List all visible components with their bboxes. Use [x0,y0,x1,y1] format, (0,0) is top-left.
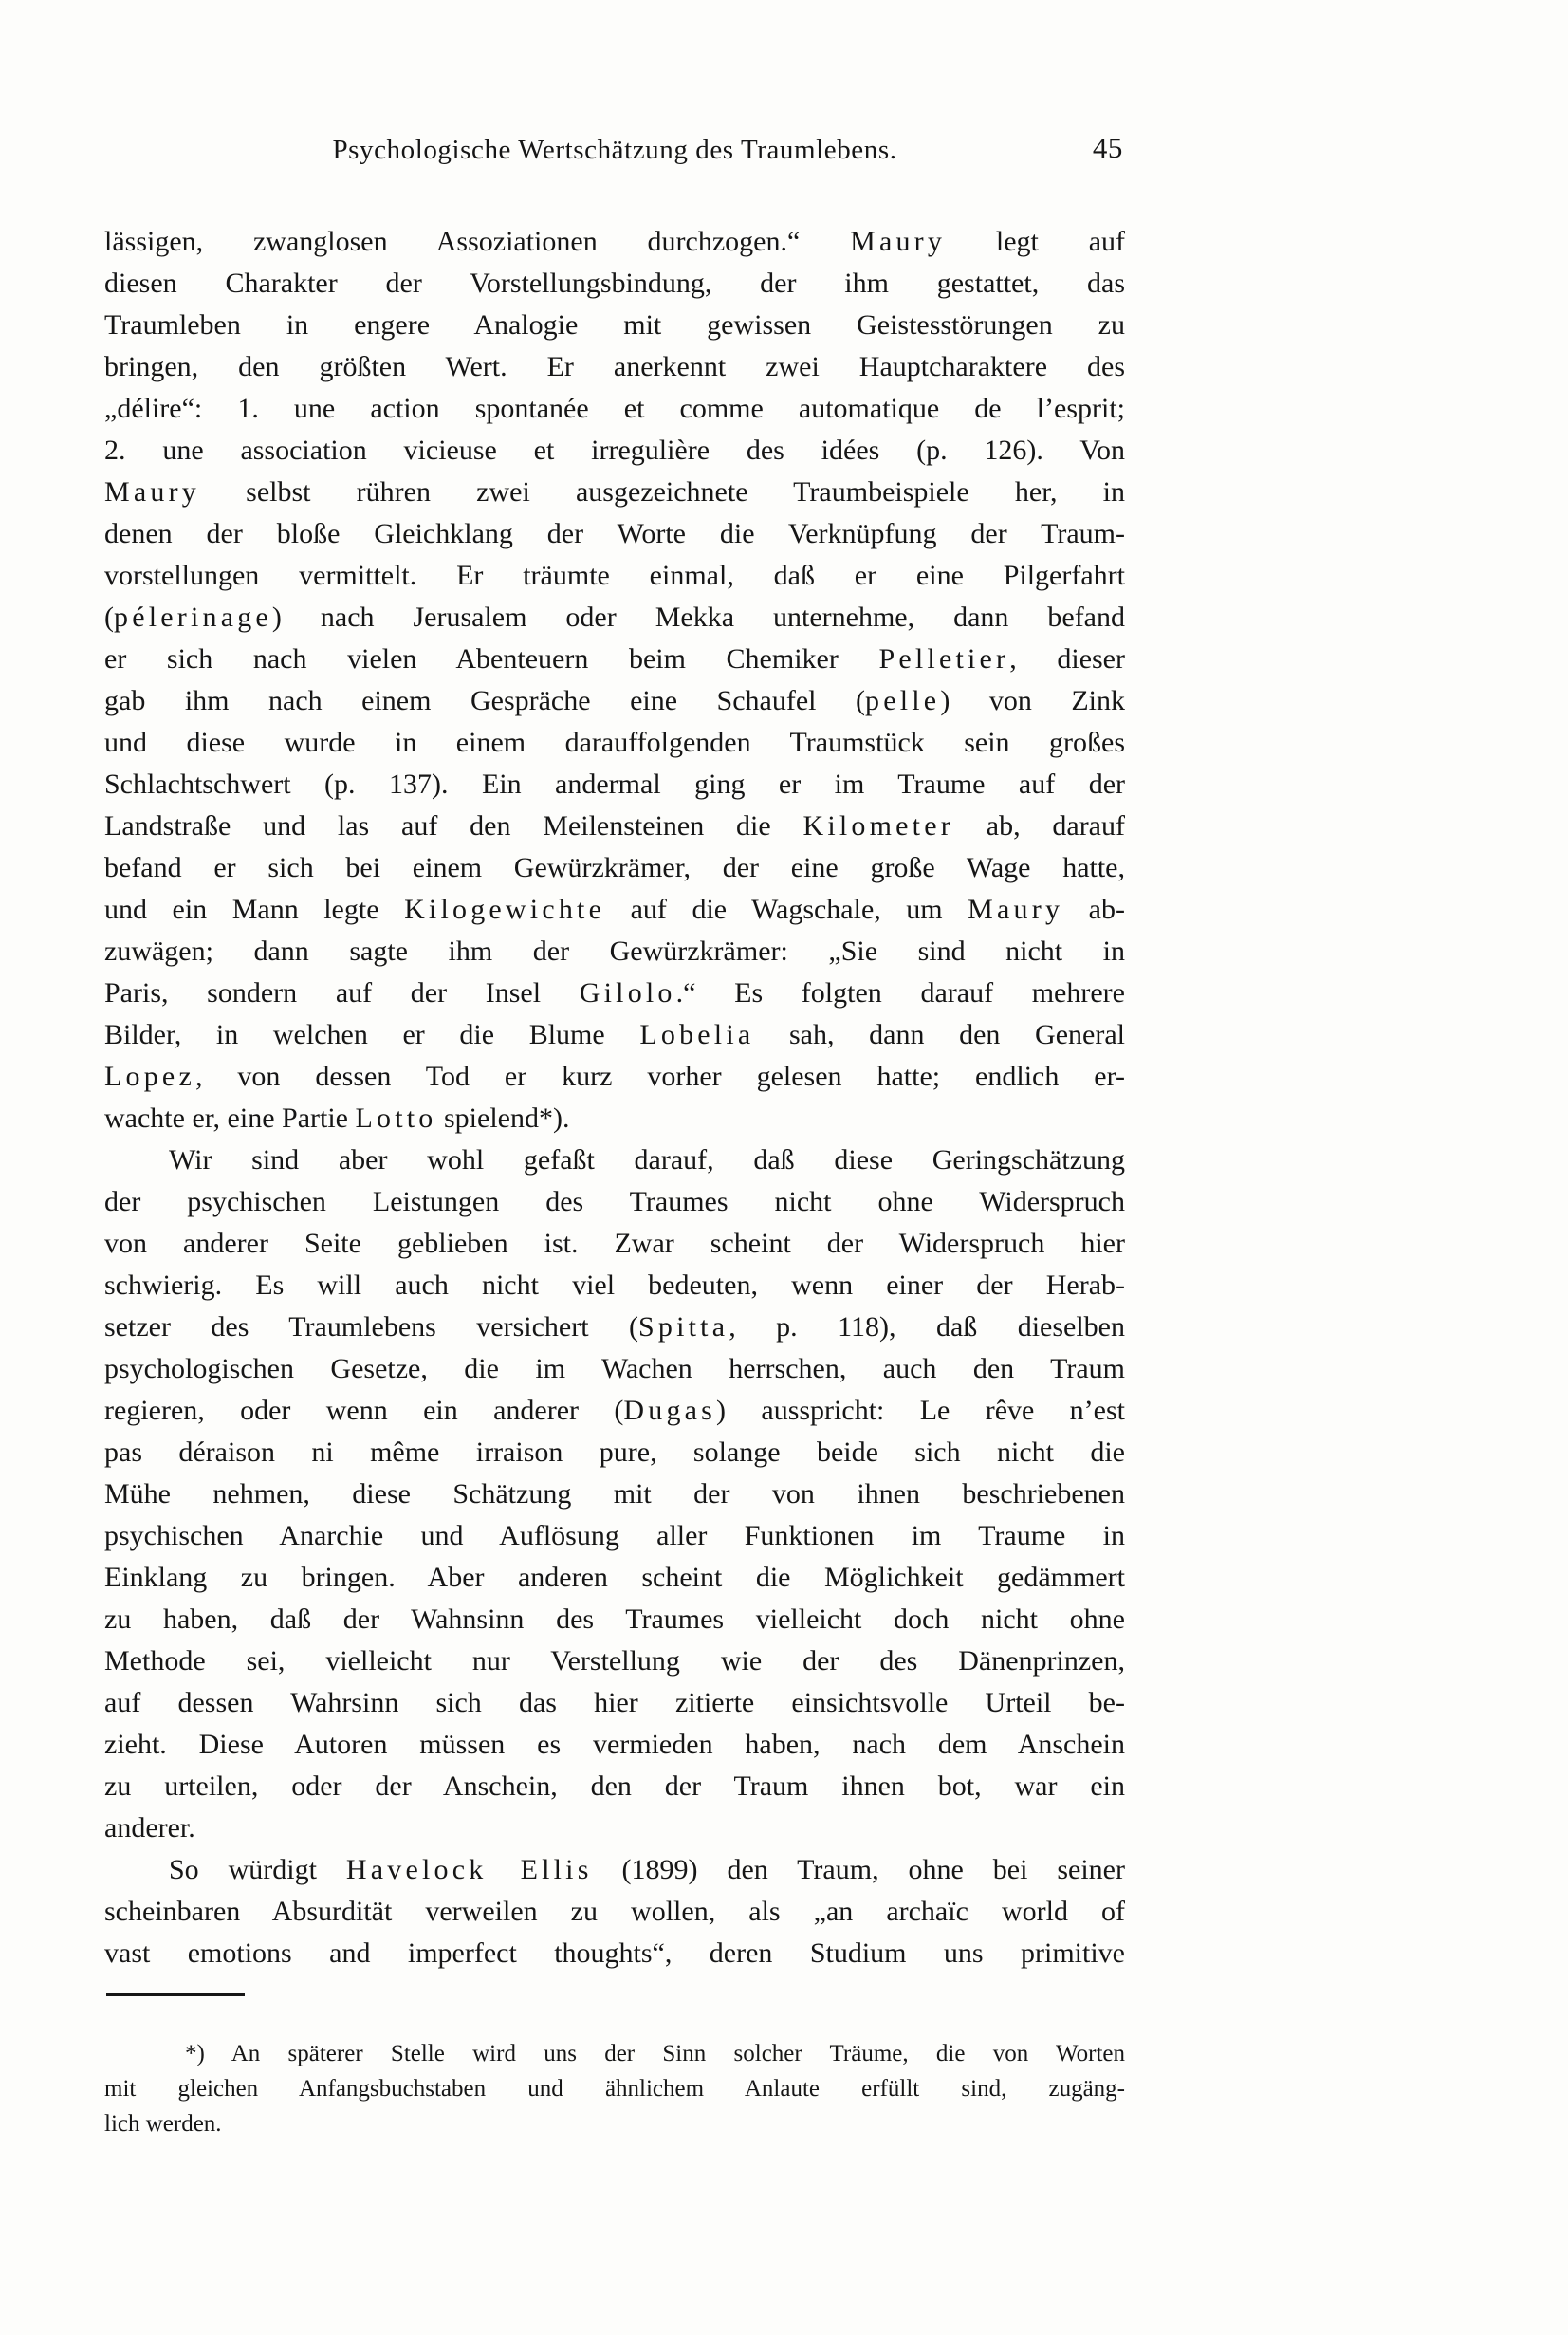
text-line: scheinbaren Absurdität verweilen zu wollen, als „an archaïc world of [104,1896,1125,1927]
spaced-emphasis: Maury [850,226,947,257]
text-line: (pélerinage) nach Jerusalem oder Mekka unternehme, dann befand [104,602,1125,633]
text-line: pas déraison ni même irraison pure, solange beide sich nicht die [104,1436,1125,1468]
running-header [104,133,1125,167]
spaced-emphasis: Maury [968,894,1064,925]
text-line: befand er sich bei einem Gewürzkrämer, der eine große Wage hatte, [104,852,1125,883]
paragraph [104,221,1125,1140]
text-line: gab ihm nach einem Gespräche eine Schaufel (pelle) von Zink [104,685,1126,716]
text-line: vorstellungen vermittelt. Er träumte einmal, daß er eine Pilgerfahrt [104,560,1125,591]
text-line: setzer des Traumlebens versichert (Spitta, p. 118), daß dieselben [104,1311,1125,1343]
running-header-title: Psychologische Wertschätzung des Traumlebens. [332,135,897,165]
text-line: lässigen, zwanglosen Assoziationen durchzogen.“ Maury legt auf [104,226,1125,257]
spaced-emphasis: Maury [104,476,200,508]
spaced-emphasis: pelle [865,685,941,716]
text-line: bringen, den größten Wert. Er anerkennt zwei Hauptcharaktere des [104,351,1125,382]
text-line: „délire“: 1. une action spontanée et comme automatique de l’esprit; [104,393,1125,424]
spaced-emphasis: Spitta [638,1311,729,1343]
text-line: lich werden. [104,2111,222,2137]
text-line: der psychischen Leistungen des Traumes nicht ohne Widerspruch [104,1186,1125,1217]
text-line: zu haben, daß der Wahnsinn des Traumes vielleicht doch nicht ohne [104,1603,1125,1635]
text-line: *) An späterer Stelle wird uns der Sinn solcher Träume, die von Worten [185,2041,1125,2066]
text-line: wachte er, eine Partie Lotto spielend*). [104,1103,570,1134]
paragraph [104,1140,1125,1849]
text-line: und diese wurde in einem darauffolgenden Traumstück sein großes [104,727,1125,758]
text-line: Einklang zu bringen. Aber anderen scheint die Möglichkeit gedämmert [104,1562,1125,1593]
text-line: denen der bloße Gleichklang der Worte die Verknüpfung der Traum- [104,518,1125,549]
text-line: zuwägen; dann sagte ihm der Gewürzkrämer: „Sie sind nicht in [104,936,1125,967]
text-line: Traumleben in engere Analogie mit gewissen Geistesstörungen zu [104,309,1125,341]
text-line: So würdigt Havelock Ellis (1899) den Traum, ohne bei seiner [169,1854,1125,1885]
text-line: und ein Mann legte Kilogewichte auf die Wagschale, um Maury ab- [104,894,1125,925]
spaced-emphasis: Lopez [104,1061,195,1092]
text-line: regieren, oder wenn ein anderer (Dugas) ausspricht: Le rêve n’est [104,1395,1125,1426]
text-line: zu urteilen, oder der Anschein, den der Traum ihnen bot, war ein [104,1770,1125,1802]
paragraph [104,1849,1125,1974]
text-line: Landstraße und las auf den Meilensteinen die Kilometer ab, darauf [104,810,1125,842]
footnote-separator [106,1993,245,1996]
text-line: mit gleichen Anfangsbuchstaben und ähnlichem Anlaute erfüllt sind, zugäng- [104,2076,1125,2102]
text-line: 2. une association vicieuse et irregulière des idées (p. 126). Von [104,435,1125,466]
text-line: Maury selbst rühren zwei ausgezeichnete Traumbeispiele her, in [104,476,1125,508]
text-line: von anderer Seite geblieben ist. Zwar scheint der Widerspruch hier [104,1228,1125,1259]
spaced-emphasis: Havelock Ellis [345,1854,593,1885]
footnote-text [104,2036,1125,2141]
text-line: Schlachtschwert (p. 137). Ein andermal ging er im Traume auf der [104,769,1125,800]
page-number: 45 [1092,131,1123,164]
text-line: Methode sei, vielleicht nur Verstellung wie der des Dänenprinzen, [104,1645,1125,1677]
text-line: schwierig. Es will auch nicht viel bedeuten, wenn einer der Herab- [104,1269,1125,1301]
spaced-emphasis: Kilometer [802,810,954,842]
spaced-emphasis: Pelletier [878,643,1010,675]
spaced-emphasis: Dugas [623,1395,717,1426]
main-text [104,221,1125,1974]
text-line: auf dessen Wahrsinn sich das hier zitierte einsichtsvolle Urteil be- [104,1687,1125,1718]
text-line: zieht. Diese Autoren müssen es vermieden haben, nach dem Anschein [104,1729,1125,1760]
text-line: psychischen Anarchie und Auflösung aller Funktionen im Traume in [104,1520,1125,1551]
spaced-emphasis: Lotto [355,1103,437,1134]
text-line: Wir sind aber wohl gefaßt darauf, daß diese Geringschätzung [169,1144,1125,1176]
text-line: vast emotions and imperfect thoughts“, deren Studium uns primitive [104,1937,1125,1969]
text-line: er sich nach vielen Abenteuern beim Chemiker Pelletier, dieser [104,643,1125,675]
text-line: Bilder, in welchen er die Blume Lobelia sah, dann den General [104,1019,1125,1050]
text-line: Lopez, von dessen Tod er kurz vorher gelesen hatte; endlich er- [104,1061,1125,1092]
page-content [104,133,1125,2141]
spaced-emphasis: Lobelia [639,1019,755,1050]
spaced-emphasis: Kilogewichte [404,894,606,925]
text-line: Paris, sondern auf der Insel Gilolo.“ Es folgten darauf mehrere [104,977,1125,1009]
spaced-emphasis: Gilolo [579,977,676,1009]
text-line: diesen Charakter der Vorstellungsbindung, der ihm gestattet, das [104,268,1125,299]
text-line: psychologischen Gesetze, die im Wachen herrschen, auch den Traum [104,1353,1125,1384]
paragraph [104,2036,1125,2141]
text-line: anderer. [104,1812,195,1844]
spaced-emphasis: pélerinage [114,602,272,633]
text-line: Mühe nehmen, diese Schätzung mit der von ihnen beschriebenen [104,1478,1125,1510]
